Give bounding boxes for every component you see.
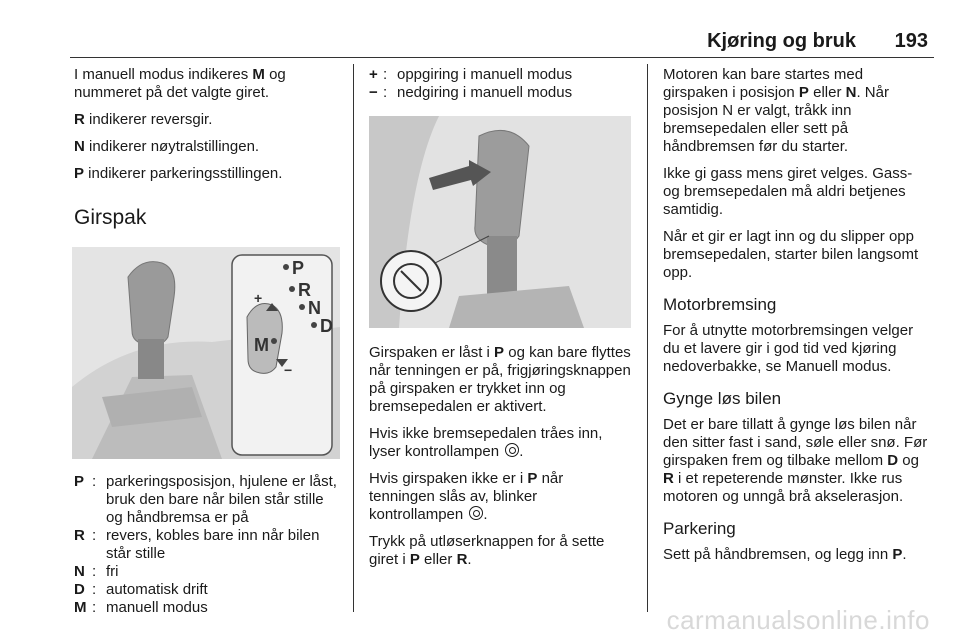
list-item: R : revers, kobles bare inn når bilen står stille — [74, 527, 320, 562]
list-item: N : fri — [74, 563, 119, 580]
column-2 — [369, 66, 633, 578]
label-n: N — [308, 298, 321, 318]
control-lamp-icon — [505, 443, 519, 457]
paragraph: Motoren kan bare startes med girspaken i posisjon P eller N. Når posisjon N er valgt, tråkk inn bremsepedalen eller sett på håndbremsen før du starter. — [663, 66, 889, 155]
plus-icon: + — [369, 66, 378, 83]
list-item: − : nedgiring i manuell modus — [369, 84, 573, 101]
paragraph: Trykk på utløserknappen for å sette giret i P eller R. — [369, 533, 605, 568]
paragraph: Hvis ikke bremsepedalen tråes inn, lyser kontrollampen . — [369, 425, 603, 460]
gear-line-r: R indikerer reversgir. — [74, 111, 213, 128]
label-minus: − — [284, 362, 293, 378]
gear-lever-illustration — [72, 247, 340, 459]
label-d: D — [320, 316, 333, 336]
gear-line-n: N indikerer nøytralstillingen. — [74, 138, 260, 155]
label-plus: + — [254, 290, 263, 306]
label-m: M — [254, 335, 269, 355]
section-heading-girspak: Girspak — [74, 206, 147, 229]
watermark: carmanualsonline.info — [666, 605, 930, 635]
subheading-parkering: Parkering — [663, 519, 736, 538]
list-item: M : manuell modus — [74, 599, 208, 616]
column-3 — [663, 66, 929, 573]
header-rule — [70, 57, 934, 58]
gear-position-list — [74, 473, 342, 617]
paragraph: Ikke gi gass mens giret velges. Gass- og bremsepedalen må aldri betjenes samtidig. — [663, 165, 913, 218]
list-item: D : automatisk drift — [74, 581, 208, 598]
label-r: R — [298, 280, 311, 300]
header-title: Kjøring og bruk — [707, 30, 856, 52]
subheading-gynge: Gynge løs bilen — [663, 389, 782, 408]
release-button-figure — [369, 116, 631, 328]
paragraph: For å utnytte motorbremsingen velger du et lavere gir i god tid ved kjøring nedoverbakke, se Manuell modus. — [663, 322, 914, 375]
subheading-motorbremsing: Motorbremsing — [663, 295, 777, 314]
paragraph: Når et gir er lagt inn og du slipper opp bremsepedalen, starter bilen langsomt opp. — [663, 228, 919, 281]
label-p: P — [292, 258, 305, 278]
column-divider-1 — [353, 64, 354, 612]
paragraph: Girspaken er låst i P og kan bare flyttes når tenningen er på, frigjøringsknappen på girspaken er trykket inn og bremsepedalen er aktivert. — [369, 344, 631, 415]
page-number: 193 — [894, 30, 928, 52]
minus-icon: − — [369, 84, 378, 101]
paragraph: Det er bare tillatt å gynge løs bilen når den sitter fast i sand, søle eller snø. Før girspaken frem og tilbake mellom D og R i et repeterende mønster. Ikke rus motoren og unngå brå akselerasjon. — [663, 416, 928, 505]
intro-paragraph: I manuell modus indikeres M og nummeret på det valgte giret. — [74, 66, 286, 101]
list-item: P : parkeringsposisjon, hjulene er låst, bruk den bare når bilen står stille og håndbremsa er på — [74, 473, 337, 526]
gear-lever-figure — [72, 247, 340, 459]
list-item: + : oppgiring i manuell modus — [369, 66, 573, 83]
paragraph: Sett på håndbremsen, og legg inn P. — [663, 546, 907, 563]
gear-line-p: P indikerer parkeringsstillingen. — [74, 165, 283, 182]
column-divider-2 — [647, 64, 648, 612]
control-lamp-icon — [469, 506, 483, 520]
paragraph: Hvis girspaken ikke er i P når tenningen slås av, blinker kontrollampen . — [369, 470, 564, 523]
column-1 — [74, 66, 342, 617]
release-button-illustration — [369, 116, 631, 328]
page-header — [70, 22, 934, 58]
